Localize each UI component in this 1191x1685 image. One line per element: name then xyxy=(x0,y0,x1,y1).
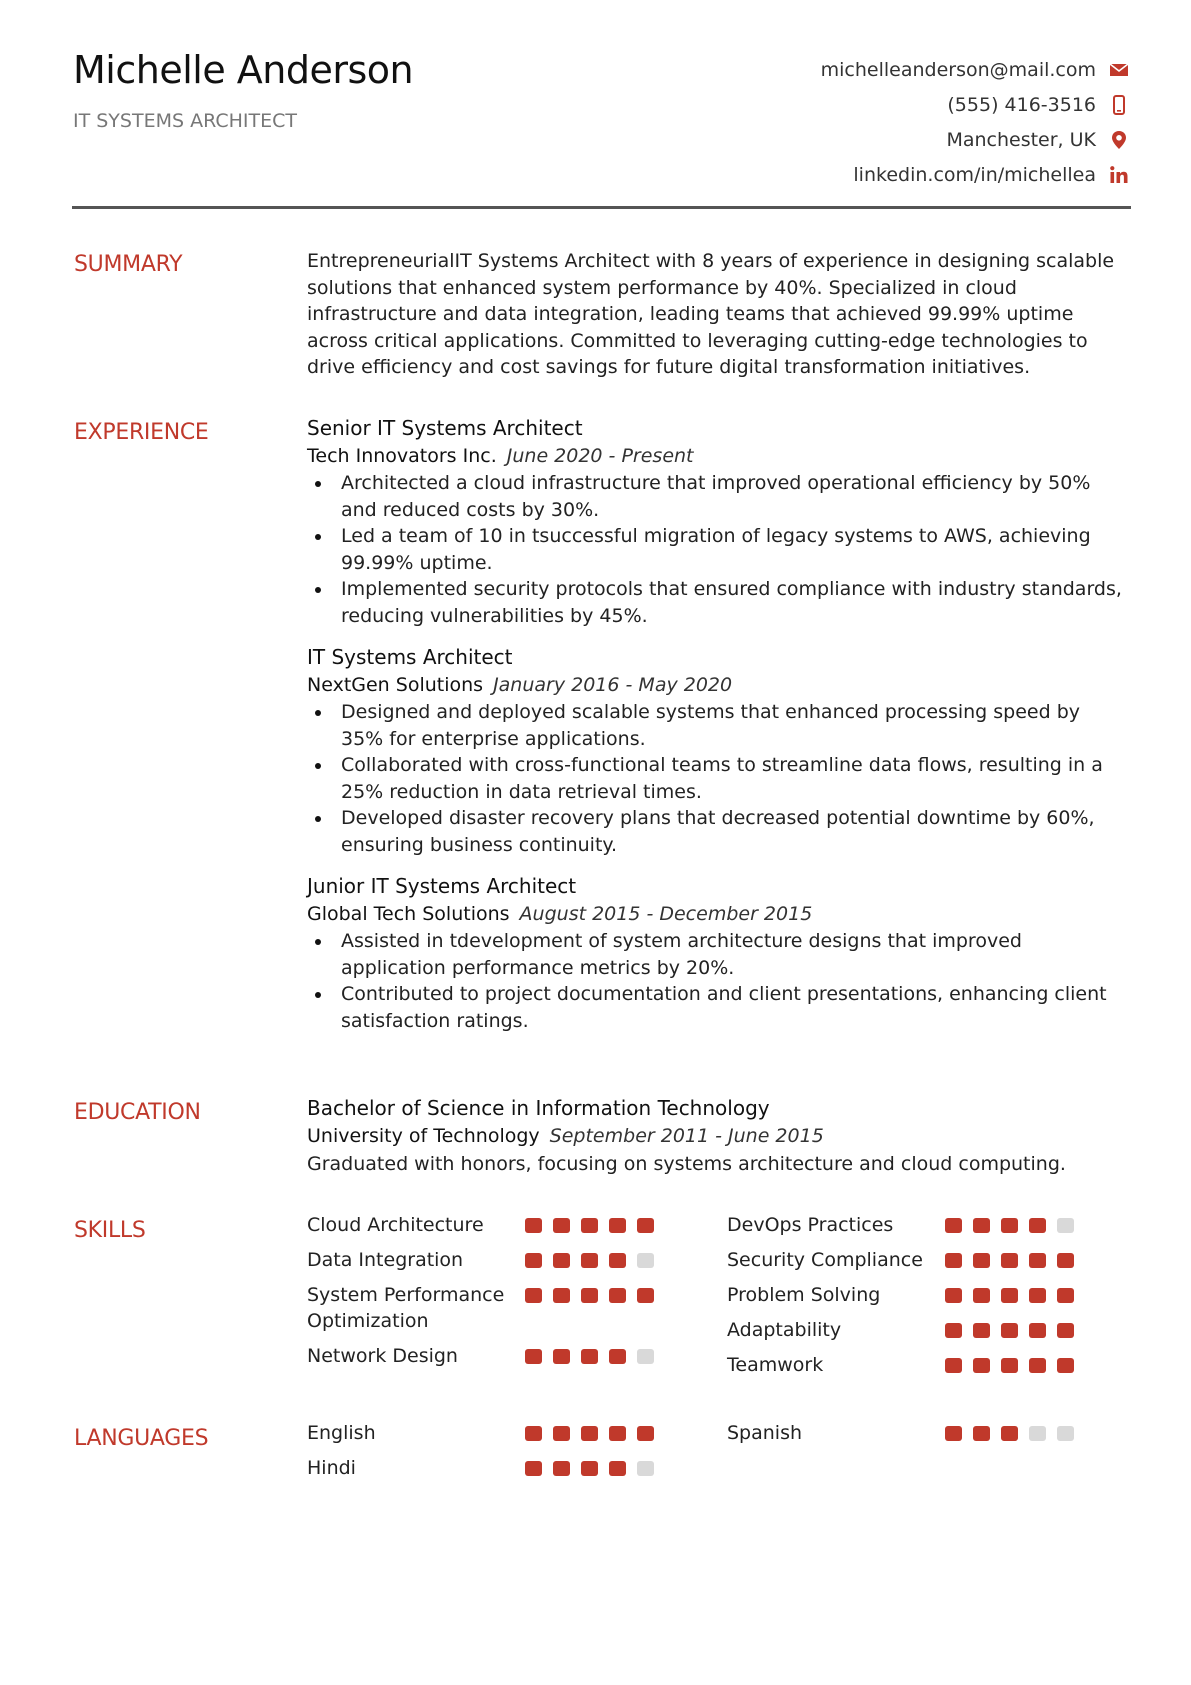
skill-row xyxy=(307,1343,727,1369)
skill-rating xyxy=(945,1218,1074,1233)
rating-dot-filled xyxy=(637,1218,654,1233)
rating-dot-filled xyxy=(553,1426,570,1441)
job-dates: June 2020 - Present xyxy=(506,445,694,467)
rating-dot-filled xyxy=(945,1253,962,1268)
rating-dot-filled xyxy=(581,1218,598,1233)
job-bullet: Designed and deployed scalable systems that enhanced processing speed by 35% for enterprise applications. xyxy=(341,699,1127,752)
rating-dot-filled xyxy=(525,1461,542,1476)
experience-heading: EXPERIENCE xyxy=(74,420,209,445)
language-row xyxy=(307,1420,727,1446)
rating-dot-filled xyxy=(553,1288,570,1303)
skill-rating xyxy=(525,1253,654,1268)
linkedin-icon xyxy=(1108,164,1130,186)
rating-dot-filled xyxy=(609,1349,626,1364)
rating-dot-empty xyxy=(637,1461,654,1476)
rating-dot-filled xyxy=(1029,1323,1046,1338)
skill-rating xyxy=(945,1288,1074,1303)
job-meta xyxy=(307,671,1127,699)
rating-dot-filled xyxy=(553,1349,570,1364)
rating-dot-filled xyxy=(1001,1323,1018,1338)
rating-dot-filled xyxy=(609,1461,626,1476)
skills-heading: SKILLS xyxy=(74,1218,146,1243)
location-text: Manchester, UK xyxy=(946,128,1096,151)
rating-dot-filled xyxy=(945,1358,962,1373)
map-pin-icon xyxy=(1108,129,1130,151)
rating-dot-filled xyxy=(581,1288,598,1303)
job-bullet: Developed disaster recovery plans that decreased potential downtime by 60%, ensuring business continuity. xyxy=(341,805,1127,858)
rating-dot-empty xyxy=(637,1349,654,1364)
rating-dot-filled xyxy=(945,1426,962,1441)
rating-dot-filled xyxy=(525,1426,542,1441)
job-dates: August 2015 - December 2015 xyxy=(519,903,813,925)
skill-name: Data Integration xyxy=(307,1249,464,1271)
job-bullet: Contributed to project documentation and client presentations, enhancing client satisfaction ratings. xyxy=(341,981,1127,1034)
job-company: Tech Innovators Inc. xyxy=(307,445,497,467)
school-name: University of Technology xyxy=(307,1125,540,1147)
rating-dot-filled xyxy=(637,1426,654,1441)
rating-dot-filled xyxy=(973,1426,990,1441)
job-company: NextGen Solutions xyxy=(307,674,484,696)
skill-row xyxy=(727,1282,1147,1308)
header-divider xyxy=(72,206,1131,209)
job-bullet: Architected a cloud infrastructure that improved operational efficiency by 50% and reduced costs by 30%. xyxy=(341,470,1127,523)
language-rating xyxy=(525,1426,654,1441)
education-meta xyxy=(307,1122,1127,1150)
skill-name: Adaptability xyxy=(727,1319,842,1341)
language-rating xyxy=(945,1426,1074,1441)
job-dates: January 2016 - May 2020 xyxy=(493,674,733,696)
candidate-title: IT SYSTEMS ARCHITECT xyxy=(73,110,297,132)
rating-dot-filled xyxy=(1057,1358,1074,1373)
language-name: Spanish xyxy=(727,1422,803,1444)
job-entry xyxy=(307,414,1127,629)
rating-dot-filled xyxy=(637,1288,654,1303)
language-row xyxy=(727,1420,1147,1446)
summary-heading: SUMMARY xyxy=(74,252,183,277)
job-bullet: Assisted in tdevelopment of system architecture designs that improved application performance metrics by 20%. xyxy=(341,928,1127,981)
skill-name: Network Design xyxy=(307,1345,458,1367)
rating-dot-filled xyxy=(581,1253,598,1268)
rating-dot-filled xyxy=(1001,1253,1018,1268)
rating-dot-filled xyxy=(973,1218,990,1233)
job-meta xyxy=(307,900,1127,928)
rating-dot-filled xyxy=(1001,1358,1018,1373)
degree-title: Bachelor of Science in Information Technology xyxy=(307,1096,770,1120)
education-heading: EDUCATION xyxy=(74,1100,201,1125)
skill-row xyxy=(307,1247,727,1273)
rating-dot-filled xyxy=(581,1349,598,1364)
education-description: Graduated with honors, focusing on systems architecture and cloud computing. xyxy=(307,1153,1066,1175)
rating-dot-filled xyxy=(1029,1288,1046,1303)
job-title: Senior IT Systems Architect xyxy=(307,416,583,440)
rating-dot-filled xyxy=(973,1358,990,1373)
rating-dot-filled xyxy=(973,1288,990,1303)
skill-row xyxy=(727,1352,1147,1378)
skill-name: System Performance Optimization xyxy=(307,1284,505,1332)
rating-dot-filled xyxy=(1057,1323,1074,1338)
languages-left-column xyxy=(307,1420,727,1490)
rating-dot-filled xyxy=(609,1426,626,1441)
job-bullets xyxy=(341,928,1127,1034)
skill-name: Problem Solving xyxy=(727,1284,881,1306)
email-text[interactable]: michelleanderson@mail.com xyxy=(820,58,1096,81)
rating-dot-filled xyxy=(525,1253,542,1268)
job-title: IT Systems Architect xyxy=(307,645,513,669)
rating-dot-filled xyxy=(945,1323,962,1338)
language-rating xyxy=(525,1461,654,1476)
languages-right-column xyxy=(727,1420,1147,1455)
language-row xyxy=(307,1455,727,1481)
rating-dot-filled xyxy=(581,1426,598,1441)
skill-row xyxy=(727,1212,1147,1238)
rating-dot-filled xyxy=(553,1461,570,1476)
rating-dot-filled xyxy=(525,1349,542,1364)
job-title: Junior IT Systems Architect xyxy=(307,874,577,898)
job-bullets xyxy=(341,470,1127,629)
rating-dot-empty xyxy=(1029,1426,1046,1441)
skill-rating xyxy=(945,1253,1074,1268)
rating-dot-filled xyxy=(1057,1253,1074,1268)
skill-row xyxy=(307,1212,727,1238)
skill-name: Teamwork xyxy=(727,1354,824,1376)
rating-dot-filled xyxy=(973,1323,990,1338)
phone-icon xyxy=(1108,94,1130,116)
job-entry xyxy=(307,872,1127,1034)
skill-row xyxy=(307,1282,727,1334)
skill-row xyxy=(727,1317,1147,1343)
phone-text[interactable]: (555) 416-3516 xyxy=(947,93,1096,116)
rating-dot-filled xyxy=(1029,1358,1046,1373)
rating-dot-empty xyxy=(1057,1426,1074,1441)
job-entry xyxy=(307,643,1127,858)
candidate-name: Michelle Anderson xyxy=(73,48,414,92)
education-dates: September 2011 - June 2015 xyxy=(549,1125,824,1147)
rating-dot-filled xyxy=(525,1288,542,1303)
rating-dot-filled xyxy=(553,1218,570,1233)
language-name: Hindi xyxy=(307,1457,356,1479)
summary-text: EntrepreneurialIT Systems Architect with 8 years of experience in designing scalable solutions that enhanced system performance by 40%. Specialized in cloud infrastructure and data integration, leading teams that achieved 99.99% uptime across critical applications. Committed to leveraging cutting-edge technologies to drive efficiency and cost savings for future digital transformation initiatives. xyxy=(307,250,1115,378)
resume-header xyxy=(73,48,1130,208)
envelope-icon xyxy=(1108,59,1130,81)
skill-name: Security Compliance xyxy=(727,1249,923,1271)
job-bullet: Collaborated with cross-functional teams to streamline data flows, resulting in a 25% reduction in data retrieval times. xyxy=(341,752,1127,805)
rating-dot-filled xyxy=(609,1288,626,1303)
contact-list xyxy=(610,52,1130,192)
skill-rating xyxy=(525,1218,654,1233)
skill-rating xyxy=(525,1349,654,1364)
rating-dot-filled xyxy=(945,1288,962,1303)
skill-row xyxy=(727,1247,1147,1273)
rating-dot-filled xyxy=(609,1253,626,1268)
contact-phone[interactable] xyxy=(610,87,1130,122)
rating-dot-empty xyxy=(1057,1218,1074,1233)
linkedin-text[interactable]: linkedin.com/in/michellea xyxy=(853,163,1096,186)
language-name: English xyxy=(307,1422,376,1444)
skill-rating xyxy=(945,1323,1074,1338)
languages-heading: LANGUAGES xyxy=(74,1426,209,1451)
rating-dot-filled xyxy=(1029,1218,1046,1233)
rating-dot-filled xyxy=(1029,1253,1046,1268)
rating-dot-empty xyxy=(637,1253,654,1268)
contact-email[interactable] xyxy=(610,52,1130,87)
contact-linkedin[interactable] xyxy=(610,157,1130,192)
skill-name: DevOps Practices xyxy=(727,1214,894,1236)
rating-dot-filled xyxy=(945,1218,962,1233)
skills-left-column xyxy=(307,1212,727,1378)
rating-dot-filled xyxy=(1001,1426,1018,1441)
rating-dot-filled xyxy=(525,1218,542,1233)
skill-name: Cloud Architecture xyxy=(307,1214,484,1236)
skill-rating xyxy=(525,1288,654,1303)
contact-location xyxy=(610,122,1130,157)
job-company: Global Tech Solutions xyxy=(307,903,510,925)
rating-dot-filled xyxy=(1001,1288,1018,1303)
skill-rating xyxy=(945,1358,1074,1373)
skills-right-column xyxy=(727,1212,1147,1387)
job-bullet: Implemented security protocols that ensured compliance with industry standards, reducing vulnerabilities by 45%. xyxy=(341,576,1127,629)
rating-dot-filled xyxy=(1057,1288,1074,1303)
rating-dot-filled xyxy=(609,1218,626,1233)
rating-dot-filled xyxy=(1001,1218,1018,1233)
job-bullet: Led a team of 10 in tsuccessful migration of legacy systems to AWS, achieving 99.99% uptime. xyxy=(341,523,1127,576)
rating-dot-filled xyxy=(553,1253,570,1268)
job-bullets xyxy=(341,699,1127,858)
job-meta xyxy=(307,442,1127,470)
rating-dot-filled xyxy=(973,1253,990,1268)
rating-dot-filled xyxy=(581,1461,598,1476)
